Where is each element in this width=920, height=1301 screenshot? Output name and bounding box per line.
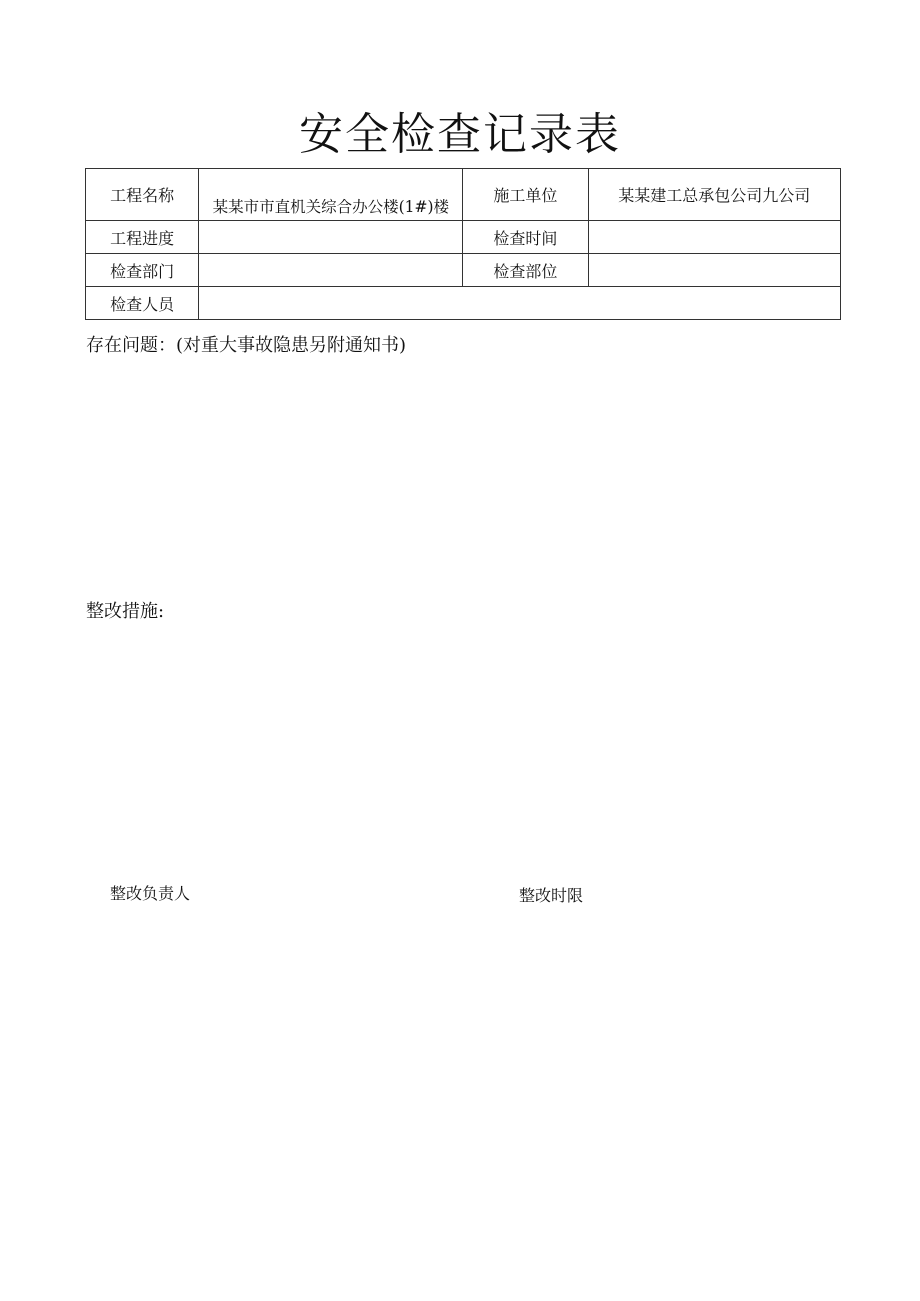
inspection-info-table [85, 168, 841, 320]
table-row [86, 221, 841, 254]
project-name-label: 工程名称 [86, 169, 199, 221]
inspection-dept-value[interactable] [199, 254, 463, 287]
table-row [86, 287, 841, 320]
construction-unit-label: 施工单位 [463, 169, 588, 221]
project-progress-value[interactable] [199, 221, 463, 254]
inspection-dept-label: 检查部门 [86, 254, 199, 287]
inspection-area-value[interactable] [588, 254, 841, 287]
page-title: 安全检查记录表 [299, 109, 621, 160]
inspectors-label: 检查人员 [86, 287, 199, 320]
deadline-label: 整改时限 [519, 886, 584, 905]
inspection-time-value[interactable] [588, 221, 841, 254]
project-progress-label: 工程进度 [86, 221, 199, 254]
construction-unit-value[interactable]: 某某建工总承包公司九公司 [588, 169, 841, 221]
problems-label: 存在问题：(对重大事故隐患另附通知书) [86, 335, 407, 356]
inspectors-value[interactable] [199, 287, 841, 320]
table-row [86, 254, 841, 287]
inspection-area-label: 检查部位 [463, 254, 588, 287]
rectification-label: 整改措施: [86, 601, 165, 622]
responsible-person-label: 整改负责人 [110, 884, 191, 903]
table-row [86, 169, 841, 221]
inspection-time-label: 检查时间 [463, 221, 588, 254]
project-name-value[interactable]: 某某市市直机关综合办公楼(1#)楼 [199, 169, 463, 221]
